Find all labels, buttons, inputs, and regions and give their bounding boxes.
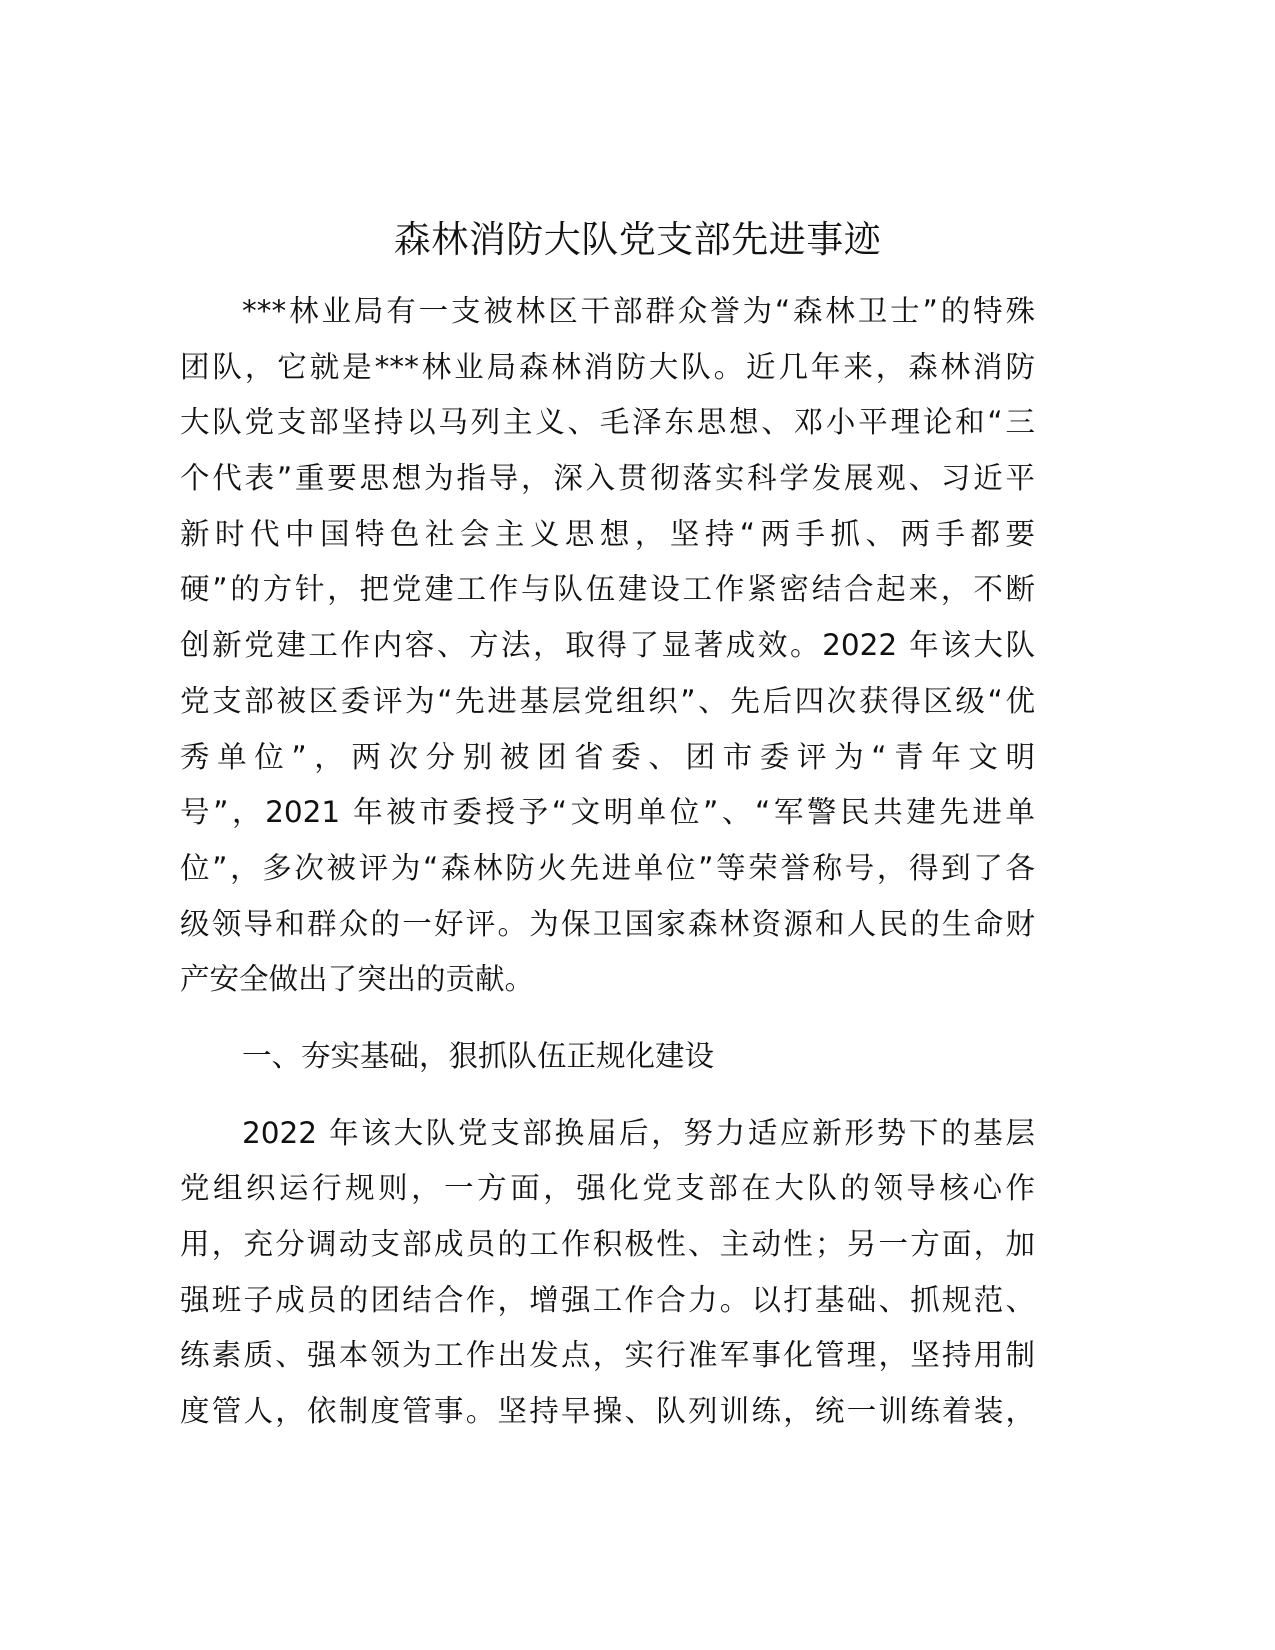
paragraph-spacer: [180, 1008, 1035, 1029]
document-title: 森林消防大队党支部先进事迹: [393, 218, 882, 261]
text-line: 度管人，依制度管事。坚持早操、队列训练，统一训练着装，: [180, 1394, 1035, 1429]
text-line: ***林业局有一支被林区干部群众誉为“森林卫士”的特殊: [242, 294, 1035, 328]
text-line: 产安全做出了突出的贡献。: [180, 962, 535, 997]
text-line: 级领导和群众的一好评。为保卫国家森林资源和人民的生命财: [180, 906, 1035, 941]
text-line: 硬”的方针，把党建工作与队伍建设工作紧密结合起来，不断: [180, 572, 1035, 607]
text-line: 位”，多次被评为“森林防火先进单位”等荣誉称号，得到了各: [180, 850, 1035, 885]
paragraph-section-1: [180, 1106, 1035, 1440]
heading-line: 一、夯实基础，狠抓队伍正规化建设: [242, 1038, 715, 1073]
text-line: 个代表”重要思想为指导，深入贯彻落实科学发展观、习近平: [180, 461, 1035, 496]
text-line: 大队党支部坚持以马列主义、毛泽东思想、邓小平理论和“三: [180, 405, 1035, 440]
text-line: 新时代中国特色社会主义思想，坚持“两手抓、两手都要: [180, 516, 1035, 551]
paragraph-spacer: [180, 1085, 1035, 1106]
text-line: 用，充分调动支部成员的工作积极性、主动性；另一方面，加: [180, 1227, 1035, 1261]
text-line: 党组织运行规则，一方面，强化党支部在大队的领导核心作: [180, 1171, 1035, 1206]
section-heading: [180, 1029, 1035, 1085]
text-line: 秀单位”，两次分别被团省委、团市委评为“青年文明: [180, 739, 1035, 774]
text-line: 强班子成员的团结合作，增强工作合力。以打基础、抓规范、: [180, 1282, 1035, 1317]
text-line: 团队，它就是***林业局森林消防大队。近几年来，森林消防: [180, 349, 1035, 384]
text-line: 练素质、强本领为工作出发点，实行准军事化管理，坚持用制: [180, 1338, 1035, 1373]
text-line: 2022 年该大队党支部换届后，努力适应新形势下的基层: [242, 1115, 1035, 1150]
text-line: 创新党建工作内容、方法，取得了显著成效。2022 年该大队: [180, 628, 1035, 663]
paragraph-intro: [180, 284, 1035, 1008]
text-line: 党支部被区委评为“先进基层党组织”、先后四次获得区级“优: [180, 683, 1035, 718]
document-body: [180, 284, 1035, 1440]
text-line: 号”，2021 年被市委授予“文明单位”、“军警民共建先进单: [180, 795, 1035, 830]
